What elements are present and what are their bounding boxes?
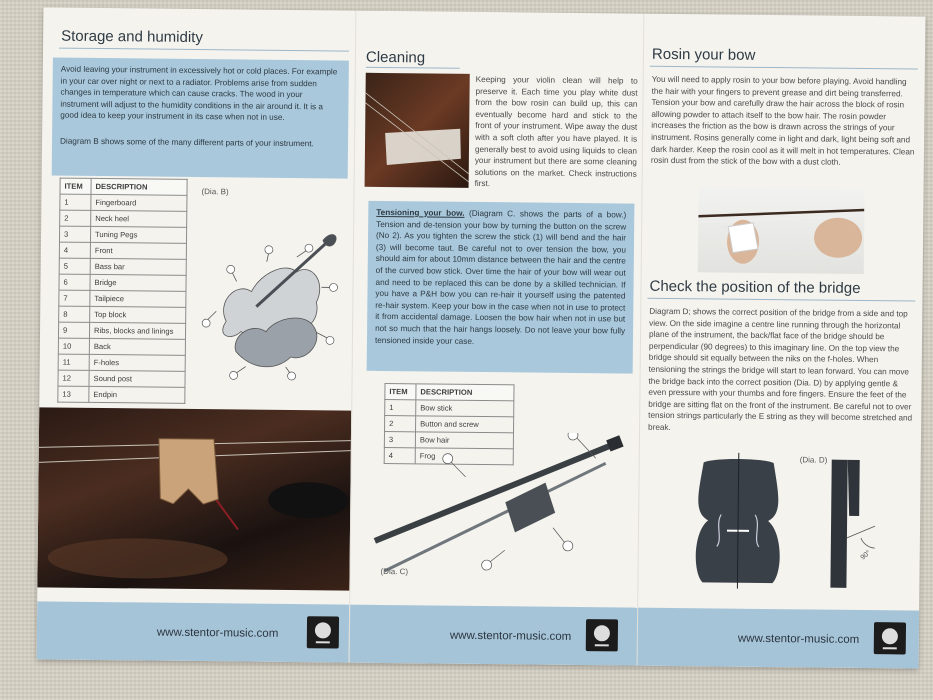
- tensioning-text: (Diagram C. shows the parts of a bow.) Tension and de-tension your bow by turning the button on the screw (No 2). As you tighten the screw the stick (1) will bend and the hair (3) will become taut. Be careful not to over tension the bow, you should aim for about 10mm distance between the hair and the centre of the curved bow stick. Over time the hair of your bow will wear out and need to be replaced this can be done by a skilled technician. If you have a P&H bow you can re-hair it yourself using the patented re-hair system. Keep your bow in the case when not in use to protect it from accidental damage. Loosen the bow hair when not in use but not so much that the hair hangs loosely. Do not leave your bow fully tensioned inside your case.: [374, 208, 627, 346]
- storage-diagram-note: Diagram B shows some of the many different parts of your instrument.: [59, 136, 314, 149]
- rosin-text: You will need to apply rosin to your bow before playing. Avoid handling the hair with your fingers to prevent grease and dirt being transferred. Tension your bow and carefully draw the hair across the block of rosin allowing powder to attach itself to the bow hair. The rosin powder increases the friction as the bow is drawn across the strings of your instrument. Rosins generally come in light and dark, light being soft and dark harder. Keep the rosin cool as it will melt in hot temperatures. Clean rosin dust from the stick of the bow with a dust cloth.: [650, 74, 915, 167]
- table-cell-desc: Sound post: [89, 370, 185, 387]
- table-row: [58, 338, 185, 355]
- table-cell-item: 12: [58, 370, 89, 386]
- heading-divider: [647, 298, 915, 302]
- violin-top-view-diagram: [682, 452, 793, 589]
- table-cell-item: 2: [385, 415, 416, 431]
- tensioning-box: [367, 201, 635, 374]
- table-cell-item: 3: [59, 226, 90, 242]
- table-row: [385, 399, 514, 416]
- stentor-logo-icon: [307, 616, 339, 648]
- table-cell-item: 8: [59, 306, 90, 322]
- dia-b-label: (Dia. B): [201, 187, 229, 197]
- table-row: [59, 242, 186, 259]
- table-cell-desc: Top block: [90, 306, 186, 323]
- table-cell-item: 2: [60, 210, 91, 226]
- table-row: [60, 194, 187, 211]
- table-row: [58, 322, 185, 339]
- table-row: [60, 210, 187, 227]
- table-cell-desc: F-holes: [89, 354, 185, 371]
- table-cell-item: 4: [59, 242, 90, 258]
- table-header-description: DESCRIPTION: [416, 384, 514, 401]
- table-cell-desc: Bow stick: [416, 400, 514, 417]
- table-cell-item: 1: [60, 194, 91, 210]
- heading-divider: [366, 67, 460, 69]
- footer-url[interactable]: www.stentor-music.com: [737, 632, 860, 646]
- footer-url[interactable]: www.stentor-music.com: [156, 626, 279, 640]
- table-cell-desc: Ribs, blocks and linings: [89, 322, 185, 339]
- table-row: [59, 226, 186, 243]
- cleaning-text: Keeping your violin clean will help to preserve it. Each time you play white dust from the bow rosin can build up, this can eventually become hard and stick to the front of your instrument. Wipe away the dust with a soft cloth after you have played. It is generally best to avoid using liquids to clean your instrument but there are some cleaning solutions on the market. Check instructions first.: [474, 74, 638, 189]
- table-cell-desc: Front: [90, 242, 186, 259]
- bridge-text: Diagram D; shows the correct position of the bridge from a side and top view. On the side imagine a centre line running through the horizontal plane of the instrument, the back/flat face of the bridge should be perpendicular (90 degrees) to this imaginary line. On the top view the bridge should sit equally between the niks on the f-holes. When tensioning the strings the bridge will start to lean forward. You can move the bridge back into the correct position (Dia. D) by applying gentle & even pressure with your thumbs and fore fingers. Ensure the feet of the bridge are sitting flat on the front of the instrument. Be careful not to over tension strings particularly the E string as they will become stretched and break.: [648, 306, 913, 432]
- bridge-photo: [37, 407, 351, 590]
- table-header-item: ITEM: [60, 178, 91, 194]
- table-cell-item: 9: [58, 322, 89, 338]
- table-cell-desc: Button and screw: [416, 416, 514, 433]
- cleaning-heading: Cleaning: [365, 48, 426, 67]
- table-header-row: [385, 383, 514, 400]
- table-header-description: DESCRIPTION: [91, 178, 187, 195]
- stentor-logo-icon: [874, 622, 906, 654]
- panel-cleaning: [349, 11, 645, 666]
- table-cell-item: 6: [59, 274, 90, 290]
- violin-side-view-diagram: [818, 456, 889, 591]
- table-cell-desc: Tailpiece: [90, 290, 186, 307]
- table-cell-item: 1: [385, 399, 416, 415]
- rosin-heading: Rosin your bow: [651, 45, 756, 64]
- table-cell-desc: Bow hair: [415, 432, 513, 449]
- table-cell-desc: Fingerboard: [91, 194, 187, 211]
- brochure: [37, 7, 926, 668]
- parts-table: [57, 178, 187, 404]
- table-row: [58, 354, 185, 371]
- table-header-row: [60, 178, 187, 195]
- table-cell-desc: Endpin: [89, 386, 185, 403]
- storage-intro-box: [52, 58, 349, 179]
- table-cell-desc: Frog: [415, 448, 513, 465]
- table-cell-item: 13: [58, 386, 89, 402]
- stentor-logo-icon: [586, 619, 618, 651]
- panel-rosin: [637, 14, 926, 669]
- violin-exploded-diagram: [196, 201, 348, 383]
- storage-heading: Storage and humidity: [61, 27, 203, 47]
- table-cell-item: 3: [384, 431, 415, 447]
- heading-divider: [650, 66, 918, 70]
- bridge-heading: Check the position of the bridge: [649, 277, 861, 297]
- panel-storage: [37, 7, 356, 662]
- table-cell-desc: Bridge: [90, 274, 186, 291]
- heading-divider: [59, 48, 349, 52]
- footer-url[interactable]: www.stentor-music.com: [449, 629, 572, 643]
- table-cell-item: 11: [58, 354, 89, 370]
- table-cell-desc: Tuning Pegs: [90, 226, 186, 243]
- cleaning-photo: [365, 73, 470, 188]
- tensioning-title: Tensioning your bow.: [376, 207, 465, 218]
- table-row: [59, 290, 186, 307]
- table-cell-item: 7: [59, 290, 90, 306]
- table-row: [59, 306, 186, 323]
- angle-label: 90°: [859, 549, 873, 562]
- footer-panel-1: [37, 601, 350, 662]
- table-cell-item: 10: [58, 338, 89, 354]
- bow-diagram: [364, 431, 636, 584]
- footer-panel-2: [350, 605, 639, 666]
- footer-panel-3: [638, 608, 921, 669]
- table-cell-desc: Bass bar: [90, 258, 186, 275]
- rosin-photo: [698, 186, 865, 274]
- table-header-item: ITEM: [385, 383, 416, 399]
- table-cell-desc: Back: [89, 338, 185, 355]
- table-row: [59, 274, 186, 291]
- table-cell-item: 5: [59, 258, 90, 274]
- table-cell-item: 4: [384, 447, 415, 463]
- table-row: [58, 386, 185, 403]
- table-row: [59, 258, 186, 275]
- dia-d-label: (Dia. D): [799, 455, 828, 465]
- table-cell-desc: Neck heel: [91, 210, 187, 227]
- storage-intro-text: Avoid leaving your instrument in excessively hot or cold places. For example in your car over night or next to a radiator. Problems arise from sudden changes in temperature which can cause cracks. The wood in your instrument will adjust to the humidity conditions in the air around it. It is a good idea to keep your instrument in its case when not in use.: [60, 64, 338, 123]
- dia-c-label: (Dia. C): [380, 566, 409, 577]
- table-row: [58, 370, 185, 387]
